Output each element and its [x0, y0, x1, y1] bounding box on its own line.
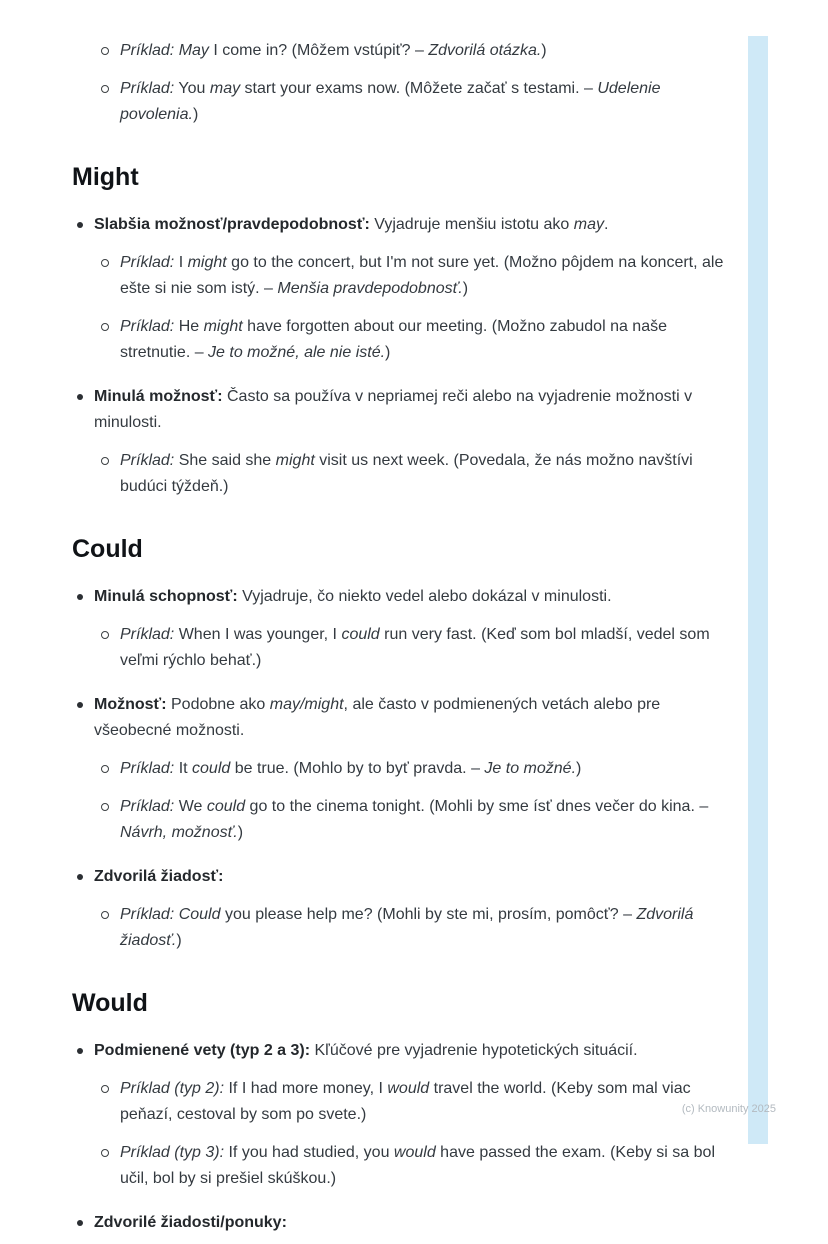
- plain-text: ): [385, 344, 391, 361]
- sub-bullet-item: [72, 76, 736, 128]
- bullet-item: [72, 384, 736, 436]
- emphasis-italic-text: could: [206, 798, 246, 815]
- plain-text: I come in? (Môžem vstúpiť? –: [208, 42, 429, 59]
- plain-text: Kľúčové pre vyjadrenie hypotetických situácií.: [310, 1042, 638, 1059]
- emphasis-bold-text: Podmienené vety (typ 2 a 3):: [94, 1042, 311, 1059]
- plain-text: You: [174, 80, 210, 97]
- sub-bullet-item: [72, 250, 736, 302]
- emphasis-italic-text: Je to možné.: [484, 760, 577, 777]
- copyright-footer: (c) Knowunity 2025: [681, 1103, 776, 1115]
- sub-bullet-item: [72, 448, 736, 500]
- bullet-circle-icon: [101, 1085, 109, 1093]
- emphasis-bold-text: Zdvorilé žiadosti/ponuky:: [94, 1214, 287, 1231]
- emphasis-italic-text: Príklad: Could: [120, 906, 221, 923]
- sub-bullet-item: [72, 1140, 736, 1192]
- emphasis-italic-text: would: [393, 1144, 436, 1161]
- emphasis-italic-text: Zdvorilá žiadosť.: [120, 906, 694, 949]
- bullet-disc-icon: [77, 594, 83, 600]
- plain-text: If you had studied, you: [224, 1144, 394, 1161]
- plain-text: have passed the exam. (Keby si sa bol učil, bol by si prešiel skúškou.): [120, 1144, 715, 1187]
- bullet-item: [72, 692, 736, 744]
- emphasis-italic-text: Je to možné, ale nie isté.: [208, 344, 386, 361]
- emphasis-italic-text: would: [387, 1080, 430, 1097]
- sub-bullet-item: [72, 794, 736, 846]
- emphasis-italic-text: might: [203, 318, 243, 335]
- bullet-circle-icon: [101, 631, 109, 639]
- emphasis-italic-text: Príklad:: [120, 626, 175, 643]
- plain-text: start your exams now. (Môžete začať s testami. –: [240, 80, 598, 97]
- item-text: [120, 80, 661, 123]
- plain-text: ): [192, 106, 199, 123]
- emphasis-bold-text: Zdvorilá žiadosť:: [94, 868, 224, 885]
- plain-text: visit us next week. (Povedala, že nás možno navštívi budúci týždeň.): [120, 452, 693, 495]
- bullet-disc-icon: [77, 394, 83, 400]
- item-text: [94, 216, 608, 233]
- emphasis-italic-text: Príklad:: [120, 798, 175, 815]
- bullet-item: [72, 864, 736, 890]
- item-text: [120, 1144, 715, 1187]
- bullet-item: [72, 1038, 736, 1064]
- item-text: [120, 760, 581, 777]
- item-text: [120, 1080, 691, 1123]
- item-text: [120, 906, 693, 949]
- plain-text: ): [462, 280, 469, 297]
- plain-text: go to the cinema tonight. (Mohli by sme ísť dnes večer do kina. –: [245, 798, 709, 815]
- emphasis-italic-text: may: [573, 216, 604, 233]
- emphasis-italic-text: Príklad (typ 2):: [120, 1080, 225, 1097]
- item-text: [94, 388, 692, 431]
- bullet-circle-icon: [101, 47, 109, 55]
- plain-text: travel the world. (Keby som mal viac peňazí, cestoval by som po svete.): [120, 1080, 691, 1123]
- bullet-circle-icon: [101, 911, 109, 919]
- plain-text: ): [576, 760, 582, 777]
- emphasis-italic-text: may/might: [269, 696, 344, 713]
- sub-bullet-item: [72, 1076, 736, 1128]
- emphasis-italic-text: Príklad:: [120, 760, 175, 777]
- plain-text: Podobne ako: [166, 696, 270, 713]
- emphasis-italic-text: could: [341, 626, 380, 643]
- emphasis-italic-text: Príklad:: [120, 254, 175, 271]
- sub-bullet-item: [72, 902, 736, 954]
- emphasis-italic-text: Príklad:: [120, 80, 175, 97]
- item-text: [94, 1042, 638, 1059]
- emphasis-italic-text: Príklad:: [120, 452, 175, 469]
- section-heading: Could: [72, 535, 143, 563]
- emphasis-bold-text: Možnosť:: [94, 696, 167, 713]
- item-text: [120, 42, 547, 59]
- emphasis-bold-text: Minulá schopnosť:: [94, 588, 238, 605]
- item-text: [94, 588, 612, 605]
- bullet-circle-icon: [101, 803, 109, 811]
- item-text: [94, 696, 660, 739]
- emphasis-bold-text: Minulá možnosť:: [94, 388, 223, 405]
- section-heading: Would: [72, 989, 148, 1017]
- plain-text: you please help me? (Mohli by ste mi, prosím, pomôcť? –: [220, 906, 637, 923]
- plain-text: He: [174, 318, 204, 335]
- emphasis-italic-text: Príklad:: [120, 318, 175, 335]
- bullet-circle-icon: [101, 323, 109, 331]
- emphasis-italic-text: Príklad (typ 3):: [120, 1144, 225, 1161]
- item-text: [94, 868, 223, 885]
- bullet-circle-icon: [101, 1149, 109, 1157]
- plain-text: have forgotten about our meeting. (Možno zabudol na naše stretnutie. –: [120, 318, 667, 361]
- emphasis-italic-text: Zdvorilá otázka.: [428, 42, 542, 59]
- bullet-item: [72, 212, 736, 238]
- bullet-circle-icon: [101, 85, 109, 93]
- plain-text: ): [541, 42, 547, 59]
- bullet-disc-icon: [77, 1220, 83, 1226]
- section-heading: Might: [72, 163, 139, 191]
- plain-text: ): [176, 932, 182, 949]
- plain-text: When I was younger, I: [174, 626, 342, 643]
- sub-bullet-item: [72, 756, 736, 782]
- bullet-circle-icon: [101, 765, 109, 773]
- sub-bullet-item: [72, 38, 736, 64]
- bullet-disc-icon: [77, 1048, 83, 1054]
- emphasis-italic-text: Menšia pravdepodobnosť.: [277, 280, 463, 297]
- bullet-disc-icon: [77, 874, 83, 880]
- sub-bullet-item: [72, 314, 736, 366]
- plain-text: , ale často v podmienených vetách alebo pre všeobecné možnosti.: [94, 696, 661, 739]
- bullet-circle-icon: [101, 259, 109, 267]
- bullet-disc-icon: [77, 222, 83, 228]
- item-text: [120, 452, 693, 495]
- emphasis-italic-text: could: [192, 760, 231, 777]
- document-content: [72, 26, 736, 1244]
- plain-text: If I had more money, I: [224, 1080, 388, 1097]
- scroll-indicator-bar: [748, 36, 768, 1144]
- plain-text: Vyjadruje menšiu istotu ako: [369, 216, 574, 233]
- item-text: [120, 318, 667, 361]
- emphasis-italic-text: Návrh, možnosť.: [120, 824, 238, 841]
- plain-text: ): [237, 824, 244, 841]
- plain-text: I: [174, 254, 188, 271]
- plain-text: Vyjadruje, čo niekto vedel alebo dokázal v minulosti.: [237, 588, 612, 605]
- plain-text: run very fast. (Keď som bol mladší, vedel som veľmi rýchlo behať.): [120, 626, 710, 669]
- item-text: [120, 626, 710, 669]
- bullet-item: [72, 1210, 736, 1236]
- bullet-item: [72, 584, 736, 610]
- emphasis-bold-text: Slabšia možnosť/pravdepodobnosť:: [94, 216, 370, 233]
- plain-text: It: [174, 760, 193, 777]
- item-text: [120, 798, 708, 841]
- bullet-circle-icon: [101, 457, 109, 465]
- sub-bullet-item: [72, 622, 736, 674]
- emphasis-italic-text: may: [209, 80, 241, 97]
- item-text: [120, 254, 723, 297]
- emphasis-italic-text: might: [275, 452, 315, 469]
- plain-text: go to the concert, but I'm not sure yet. (Možno pôjdem na koncert, ale ešte si nie som istý. –: [120, 254, 724, 297]
- plain-text: We: [174, 798, 207, 815]
- emphasis-italic-text: Udelenie povolenia.: [120, 80, 661, 123]
- plain-text: be true. (Mohlo by to byť pravda. –: [230, 760, 485, 777]
- plain-text: Často sa používa v nepriamej reči alebo na vyjadrenie možnosti v minulosti.: [94, 388, 693, 431]
- emphasis-italic-text: might: [187, 254, 227, 271]
- plain-text: .: [604, 216, 609, 233]
- bullet-disc-icon: [77, 702, 83, 708]
- plain-text: She said she: [174, 452, 276, 469]
- item-text: [94, 1214, 287, 1231]
- emphasis-italic-text: Príklad: May: [120, 42, 209, 59]
